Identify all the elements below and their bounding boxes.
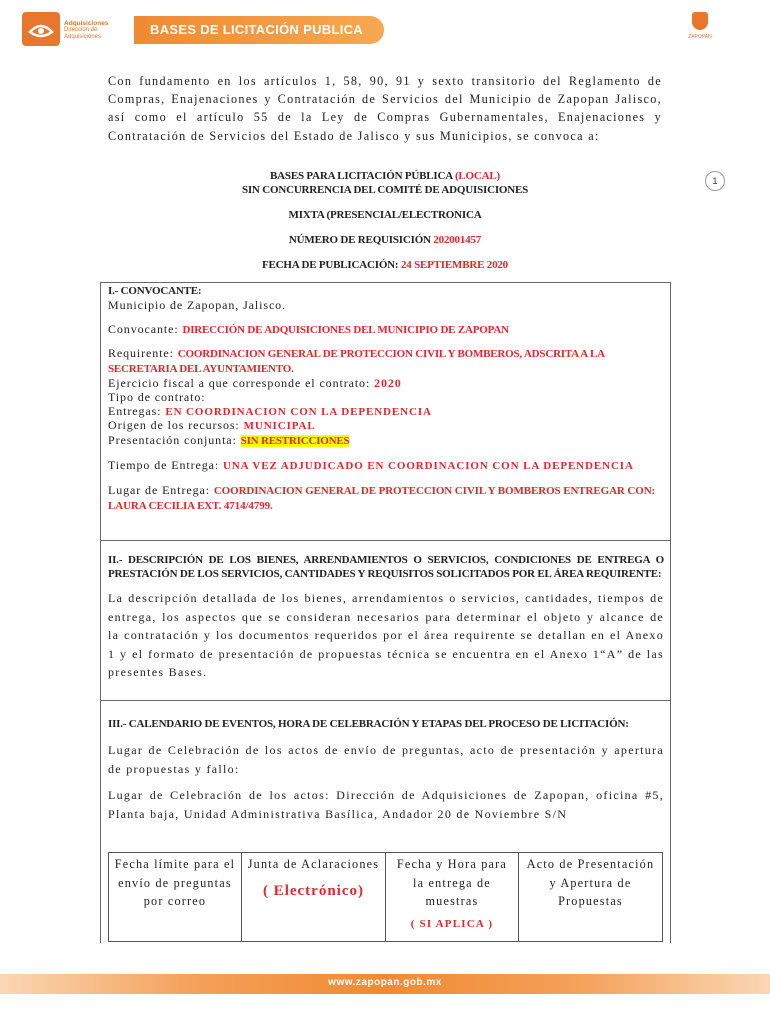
- presentacion-conjunta: Presentación conjunta: SIN RESTRICCIONES: [108, 433, 350, 448]
- tipo-contrato: Tipo de contrato:: [108, 389, 206, 404]
- section-descripcion: [108, 553, 664, 682]
- bases-subtitle: SIN CONCURRENCIA DEL COMITÉ DE ADQUISICIONES: [241, 184, 529, 196]
- section-convocante: [108, 285, 664, 513]
- fecha-publicacion: FECHA DE PUBLICACIÓN: 24 SEPTIEMBRE 2020: [262, 259, 508, 271]
- banner-title: BASES DE LICITACIÓN PUBLICA: [150, 22, 363, 37]
- requirente: Requirente: COORDINACION GENERAL DE PROTECCION CIVIL Y BOMBEROS, ADSCRITA A LA SECRETARIA DEL AYUNTAMIENTO.: [108, 346, 605, 376]
- footer-url: www.zapopan.gob.mx: [328, 977, 442, 988]
- table-cell-junta: Junta de Aclaraciones ( Electrónico): [241, 853, 385, 942]
- page-footer: [0, 974, 770, 994]
- table-row: [109, 853, 663, 942]
- section-2-title: II.- DESCRIPCIÓN DE LOS BIENES, ARRENDAMIENTOS O SERVICIOS, CONDICIONES DE ENTREGA O PRESTACIÓN DE LOS SERVICIOS, CANTIDADES Y REQUISITOS SOLICITADOS POR EL ÁREA REQUIRENTE:: [108, 554, 664, 580]
- calendar-table: [108, 852, 663, 942]
- ejercicio-fiscal: Ejercicio fiscal a que corresponde el contrato: 2020: [108, 375, 402, 390]
- entregas: Entregas: EN COORDINACION CON LA DEPENDENCIA: [108, 403, 432, 418]
- page-header: [0, 0, 770, 62]
- section-1-title: I.- CONVOCANTE:: [108, 285, 202, 297]
- section-divider: [100, 700, 670, 701]
- table-cell-muestras: Fecha y Hora para la entrega de muestras ( SI APLICA ): [385, 853, 518, 942]
- tiempo-entrega: Tiempo de Entrega: UNA VEZ ADJUDICADO EN COORDINACION CON LA DEPENDENCIA: [108, 457, 634, 472]
- section-3-title: III.- CALENDARIO DE EVENTOS, HORA DE CELEBRACIÓN Y ETAPAS DEL PROCESO DE LICITACIÓN:: [108, 718, 629, 730]
- numero-requisicion: NÚMERO DE REQUISICIÓN 202001457: [288, 234, 482, 246]
- intro-paragraph: Con fundamento en los artículos 1, 58, 90, 91 y sexto transitorio del Reglamento de Compras, Enajenaciones y Contratación de Servicios del Municipio de Zapopan Jalisco, así como el artículo 55 de la Ley de Compras Gubernamentales, Enajenaciones y Contratación de Servicios del Estado de Jalisco y sus Municipios, se convoca a:: [108, 74, 662, 143]
- table-cell-presentacion: Acto de Presentación y Apertura de Propuestas: [518, 853, 662, 942]
- convocante: Convocante: DIRECCIÓN DE ADQUISICIONES DEL MUNICIPIO DE ZAPOPAN: [108, 321, 509, 336]
- lugar-entrega: Lugar de Entrega: COORDINACION GENERAL DE PROTECCION CIVIL Y BOMBEROS ENTREGAR CON: LAURA CECILIA EXT. 4714/4799.: [108, 482, 656, 512]
- table-cell-preguntas: Fecha límite para el envío de preguntas por correo: [109, 853, 242, 942]
- page-number: 1: [705, 171, 725, 191]
- logo-text: Adquisiciones Dirección de Adquisiciones: [64, 20, 109, 40]
- modalidad: MIXTA (PRESENCIAL/ELECTRONICA: [288, 209, 482, 221]
- bases-title: BASES PARA LICITACIÓN PÚBLICA (LOCAL): [270, 170, 500, 182]
- municipio: Municipio de Zapopan, Jalisco.: [108, 297, 286, 312]
- section-divider: [100, 540, 670, 541]
- section-2-body: La descripción detallada de los bienes, arrendamientos o servicios, cantidades, tiempos de entrega, los aspectos que se consideran necesarios para determinar el objeto y alcance de la contratación y los documentos requeridos por el área requirente se detallan en el Anexo 1 y el formato de presentación de propuestas técnica se encuentra en el Anexo 1“A” de las presentes Bases.: [108, 591, 664, 679]
- zapopan-seal-icon: ZAPOPAN: [686, 12, 714, 44]
- section-3-body-1: Lugar de Celebración de los actos de envío de preguntas, acto de presentación y apertura de propuestas y fallo:: [108, 743, 664, 776]
- section-3-body-2: Lugar de Celebración de los actos: Dirección de Adquisiciones de Zapopan, oficina #5, Planta baja, Unidad Administrativa Basílica, Andador 20 de Noviembre S/N: [108, 788, 664, 821]
- adquisiciones-logo: [22, 12, 132, 46]
- header-banner: [134, 16, 384, 44]
- zapopan-logo-icon: [22, 12, 60, 46]
- section-calendario: [108, 717, 664, 823]
- origen-recursos: Origen de los recursos: MUNICIPAL: [108, 418, 316, 433]
